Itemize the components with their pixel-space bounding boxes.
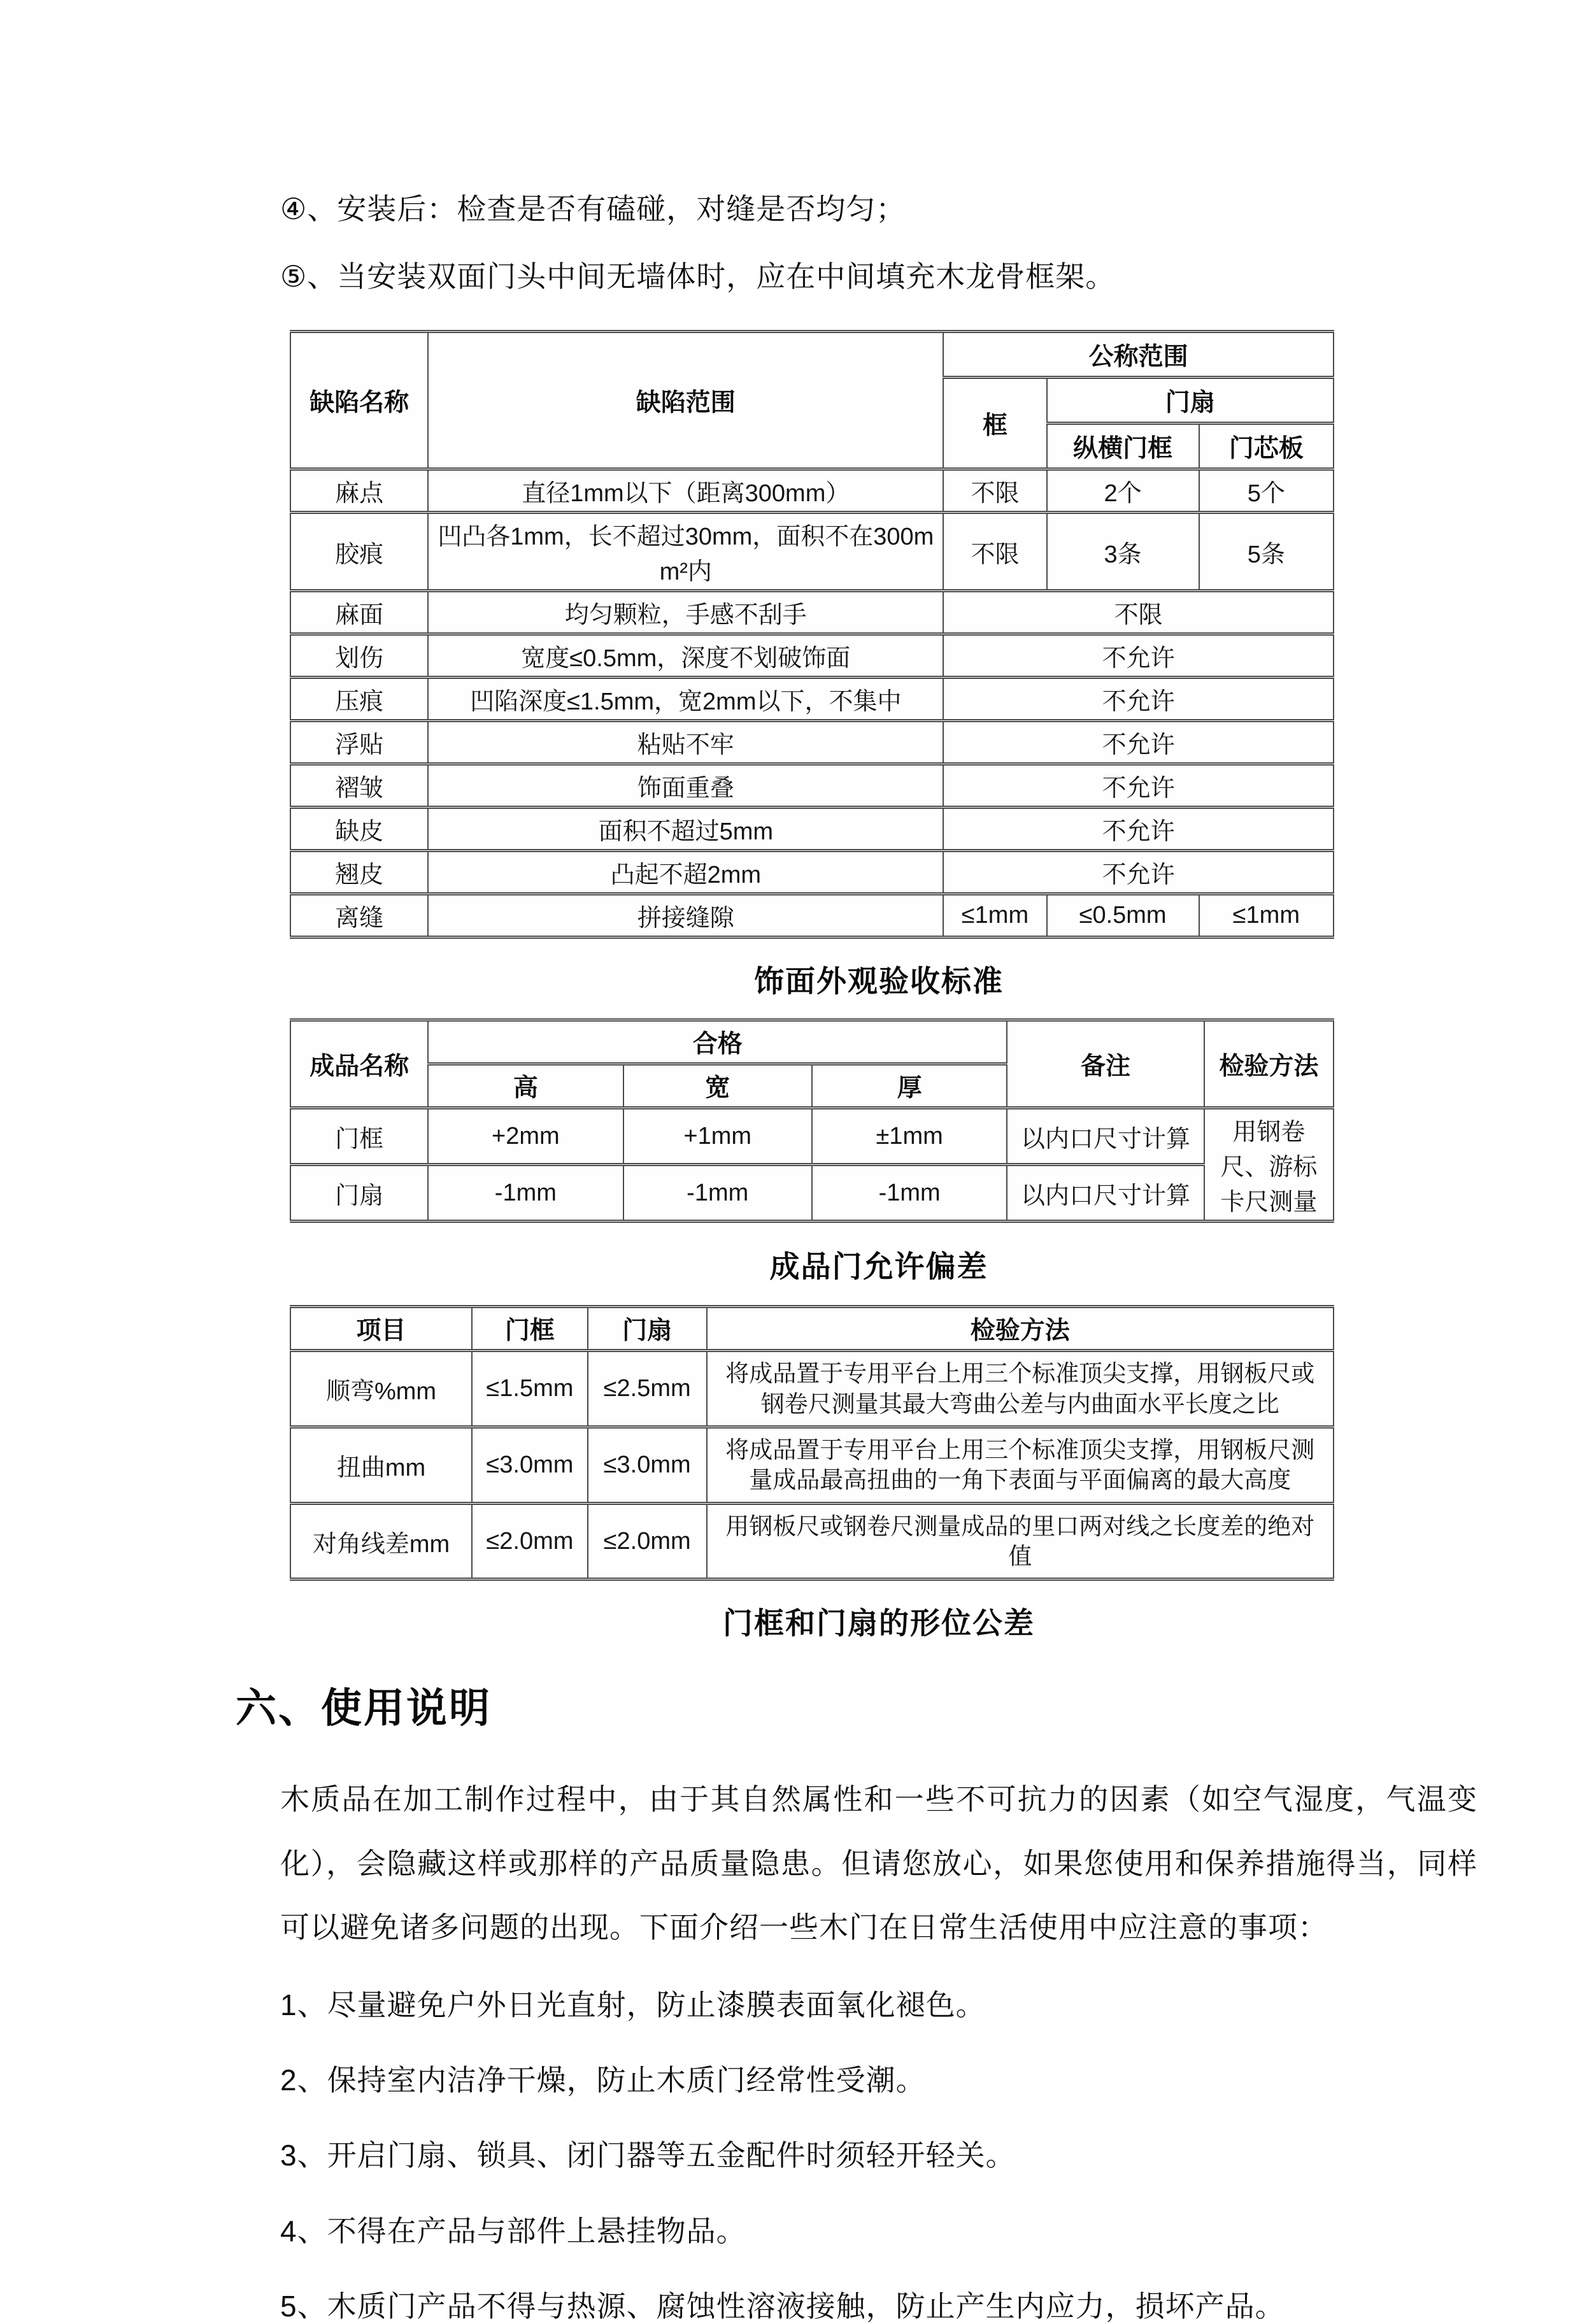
thickness-value-cell: -1mm xyxy=(812,1165,1007,1222)
table-row xyxy=(290,1503,1334,1579)
defect-table-caption: 饰面外观验收标准 xyxy=(754,964,1004,999)
table-row xyxy=(290,591,1334,634)
remark-cell: 以内口尺寸计算 xyxy=(1007,1108,1204,1165)
nominal-value-cell: 不允许 xyxy=(943,678,1334,721)
defect-name-cell: 浮贴 xyxy=(290,721,428,764)
table-header-row xyxy=(290,1020,1334,1064)
leaf-tolerance-cell: ≤2.0mm xyxy=(588,1503,707,1579)
defect-range-cell: 凸起不超2mm xyxy=(428,851,943,894)
nominal-value-cell: 不允许 xyxy=(943,634,1334,678)
usage-list-item-3: 3、开启门扇、锁具、闭门器等五金配件时须轻开轻关。 xyxy=(280,2139,1016,2172)
header-width: 宽 xyxy=(623,1064,812,1108)
tolerance-item-cell: 扭曲mm xyxy=(290,1427,472,1503)
section-heading-usage: 六、使用说明 xyxy=(236,1685,492,1732)
header-height: 高 xyxy=(428,1064,623,1108)
size-table-caption: 成品门允许偏差 xyxy=(769,1250,988,1284)
defect-range-cell: 饰面重叠 xyxy=(428,764,943,808)
frame-tolerance-cell: ≤3.0mm xyxy=(472,1427,588,1503)
core-panel-value-cell: 5条 xyxy=(1199,513,1334,591)
usage-list xyxy=(280,1987,1478,2324)
tolerance-item-cell: 对角线差mm xyxy=(290,1503,472,1579)
defect-name-cell: 翘皮 xyxy=(290,851,428,894)
tolerance-table-wrapper xyxy=(290,1305,1334,1581)
tolerance-table-caption: 门框和门扇的形位公差 xyxy=(723,1606,1035,1641)
defect-name-cell: 缺皮 xyxy=(290,808,428,851)
table-row xyxy=(290,721,1334,764)
defect-name-cell: 胶痕 xyxy=(290,513,428,591)
header-door-leaf: 门扇 xyxy=(1047,378,1334,424)
table-row xyxy=(290,1108,1334,1165)
tolerance-table xyxy=(290,1305,1334,1581)
product-name-cell: 门扇 xyxy=(290,1165,428,1222)
table-row xyxy=(290,1427,1334,1503)
defect-table xyxy=(290,330,1334,939)
leaf-tolerance-cell: ≤3.0mm xyxy=(588,1427,707,1503)
frame-tolerance-cell: ≤1.5mm xyxy=(472,1351,588,1427)
frame-value-cell: 不限 xyxy=(943,469,1046,513)
usage-paragraph: 木质品在加工制作过程中，由于其自然属性和一些不可抗力的因素（如空气湿度，气温变化），会隐藏这样或那样的产品质量隐患。但请您放心，如果您使用和保养措施得当，同样可以避免诸多问题的出现。下面介绍一些木门在日常生活使用中应注意的事项： xyxy=(280,1783,1477,1944)
width-value-cell: -1mm xyxy=(623,1165,812,1222)
header-frame: 框 xyxy=(943,378,1046,469)
defect-range-cell: 均匀颗粒，手感不刮手 xyxy=(428,591,943,634)
vh-frame-value-cell: 2个 xyxy=(1047,469,1199,513)
defect-name-cell: 褶皱 xyxy=(290,764,428,808)
header-remark: 备注 xyxy=(1007,1020,1204,1108)
defect-name-cell: 离缝 xyxy=(290,894,428,937)
size-table-wrapper xyxy=(290,1018,1334,1223)
defect-range-cell: 宽度≤0.5mm，深度不划破饰面 xyxy=(428,634,943,678)
width-value-cell: +1mm xyxy=(623,1108,812,1165)
header-door-frame: 门框 xyxy=(472,1307,588,1351)
install-step-5: ⑤、当安装双面门头中间无墙体时，应在中间填充木龙骨框架。 xyxy=(280,260,1116,294)
table-row xyxy=(290,634,1334,678)
header-item: 项目 xyxy=(290,1307,472,1351)
install-step-4: ④、安装后：检查是否有磕碰，对缝是否均匀； xyxy=(280,192,906,225)
header-core-panel: 门芯板 xyxy=(1199,424,1334,469)
table-row xyxy=(290,1351,1334,1427)
header-thickness: 厚 xyxy=(812,1064,1007,1108)
tolerance-item-cell: 顺弯%mm xyxy=(290,1351,472,1427)
defect-range-cell: 面积不超过5mm xyxy=(428,808,943,851)
table-row xyxy=(290,851,1334,894)
frame-value-cell: 不限 xyxy=(943,513,1046,591)
vh-frame-value-cell: ≤0.5mm xyxy=(1047,894,1199,937)
method-cell: 用钢板尺或钢卷尺测量成品的里口两对线之长度差的绝对值 xyxy=(707,1503,1334,1579)
height-value-cell: -1mm xyxy=(428,1165,623,1222)
header-method: 检验方法 xyxy=(1204,1020,1334,1108)
header-vh-frame: 纵横门框 xyxy=(1047,424,1199,469)
defect-name-cell: 划伤 xyxy=(290,634,428,678)
defect-name-cell: 麻点 xyxy=(290,469,428,513)
usage-list-item-4: 4、不得在产品与部件上悬挂物品。 xyxy=(280,2214,746,2248)
header-defect-name: 缺陷名称 xyxy=(290,332,428,469)
table-row xyxy=(290,808,1334,851)
table-header-row xyxy=(290,1307,1334,1351)
header-method: 检验方法 xyxy=(707,1307,1334,1351)
table-row xyxy=(290,894,1334,937)
defect-name-cell: 麻面 xyxy=(290,591,428,634)
defect-range-cell: 直径1mm以下（距离300mm） xyxy=(428,469,943,513)
defect-range-cell: 凹陷深度≤1.5mm，宽2mm以下，不集中 xyxy=(428,678,943,721)
defect-range-cell: 拼接缝隙 xyxy=(428,894,943,937)
header-door-leaf: 门扇 xyxy=(588,1307,707,1351)
nominal-value-cell: 不允许 xyxy=(943,721,1334,764)
core-panel-value-cell: ≤1mm xyxy=(1199,894,1334,937)
method-cell: 用钢卷尺、游标卡尺测量 xyxy=(1204,1108,1334,1222)
nominal-value-cell: 不允许 xyxy=(943,808,1334,851)
table-header-row xyxy=(290,332,1334,378)
nominal-value-cell: 不允许 xyxy=(943,851,1334,894)
usage-list-item-5: 5、木质门产品不得与热源、腐蚀性溶液接触，防止产生内应力，损坏产品。 xyxy=(280,2289,1285,2323)
header-nominal-range: 公称范围 xyxy=(943,332,1334,378)
usage-list-item-1: 1、尽量避免户外日光直射，防止漆膜表面氧化褪色。 xyxy=(280,1988,986,2022)
usage-list-item-2: 2、保持室内洁净干燥，防止木质门经常性受潮。 xyxy=(280,2064,926,2097)
defect-range-cell: 粘贴不牢 xyxy=(428,721,943,764)
leaf-tolerance-cell: ≤2.5mm xyxy=(588,1351,707,1427)
table-row xyxy=(290,513,1334,591)
nominal-value-cell: 不允许 xyxy=(943,764,1334,808)
method-cell: 将成品置于专用平台上用三个标准顶尖支撑，用钢板尺测量成品最高扭曲的一角下表面与平面偏离的最大高度 xyxy=(707,1427,1334,1503)
defect-table-wrapper xyxy=(290,330,1334,939)
nominal-value-cell: 不限 xyxy=(943,591,1334,634)
header-product-name: 成品名称 xyxy=(290,1020,428,1108)
size-table-body xyxy=(290,1108,1334,1222)
vh-frame-value-cell: 3条 xyxy=(1047,513,1199,591)
defect-range-cell: 凹凸各1mm，长不超过30mm，面积不在300mm²内 xyxy=(428,513,943,591)
table-row xyxy=(290,469,1334,513)
frame-value-cell: ≤1mm xyxy=(943,894,1046,937)
size-table xyxy=(290,1018,1334,1223)
tolerance-table-body xyxy=(290,1351,1334,1579)
product-name-cell: 门框 xyxy=(290,1108,428,1165)
table-row xyxy=(290,678,1334,721)
header-qualified: 合格 xyxy=(428,1020,1007,1064)
defect-name-cell: 压痕 xyxy=(290,678,428,721)
method-cell: 将成品置于专用平台上用三个标准顶尖支撑，用钢板尺或钢卷尺测量其最大弯曲公差与内曲面水平长度之比 xyxy=(707,1351,1334,1427)
core-panel-value-cell: 5个 xyxy=(1199,469,1334,513)
header-defect-range: 缺陷范围 xyxy=(428,332,943,469)
frame-tolerance-cell: ≤2.0mm xyxy=(472,1503,588,1579)
height-value-cell: +2mm xyxy=(428,1108,623,1165)
defect-table-body xyxy=(290,469,1334,937)
table-row xyxy=(290,764,1334,808)
table-row xyxy=(290,1165,1334,1222)
remark-cell: 以内口尺寸计算 xyxy=(1007,1165,1204,1222)
thickness-value-cell: ±1mm xyxy=(812,1108,1007,1165)
